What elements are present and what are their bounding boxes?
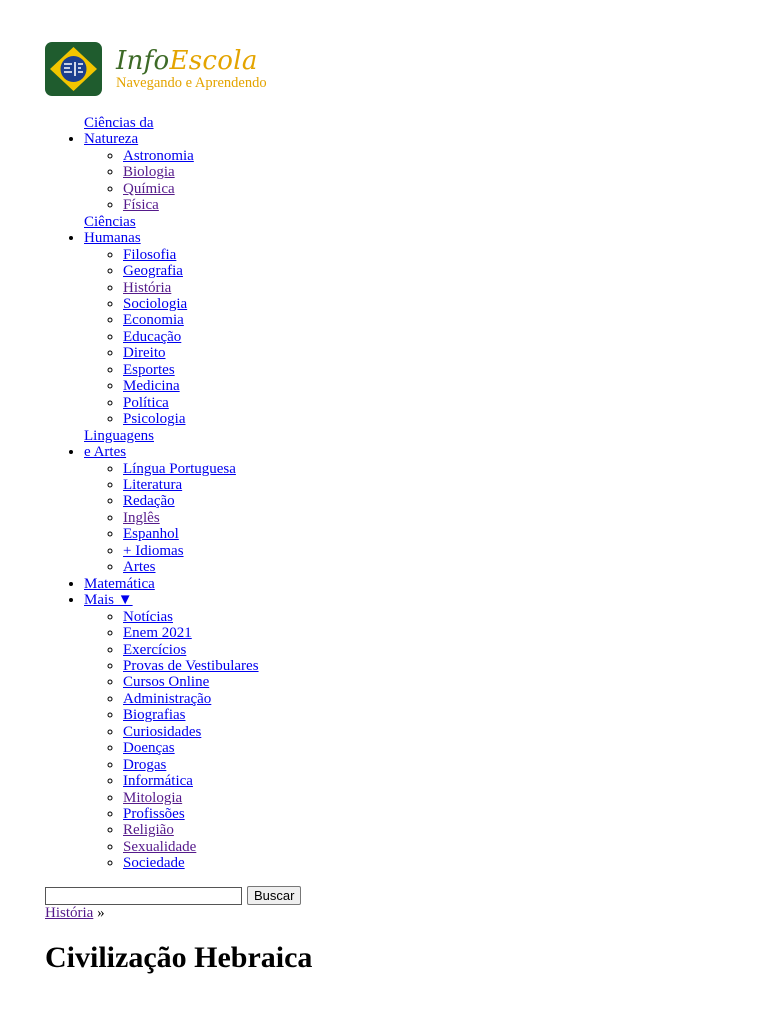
submenu-item (123, 526, 259, 542)
submenu-item (123, 263, 259, 279)
submenu-linguagens (84, 461, 259, 576)
submenu-item (123, 164, 259, 180)
submenu-link-biografias[interactable]: Biografias (123, 707, 186, 724)
search-input[interactable] (45, 887, 242, 905)
submenu-link-sociologia[interactable]: Sociologia (123, 295, 188, 312)
submenu-mais (84, 609, 259, 872)
submenu-link-profissoes[interactable]: Profissões (123, 806, 185, 823)
submenu-item (123, 855, 259, 871)
submenu-link-geografia[interactable]: Geografia (123, 263, 183, 280)
infoescola-logo-icon (45, 42, 102, 96)
submenu-item (123, 707, 259, 723)
submenu-link-filosofia[interactable]: Filosofia (123, 246, 177, 263)
submenu-link-economia[interactable]: Economia (123, 312, 184, 329)
submenu-item (123, 280, 259, 296)
submenu-link-sexualidade[interactable]: Sexualidade (123, 838, 197, 855)
submenu-link-literatura[interactable]: Literatura (123, 476, 183, 493)
menu-link-ciencias-humanas[interactable]: Ciências Humanas (84, 213, 141, 247)
submenu-item (123, 411, 259, 427)
submenu-link-educacao[interactable]: Educação (123, 328, 182, 345)
submenu-link-enem[interactable]: Enem 2021 (123, 625, 192, 642)
main-menu (44, 115, 259, 872)
submenu-item (123, 806, 259, 822)
submenu-link-noticias[interactable]: Notícias (123, 608, 173, 625)
submenu-link-biologia[interactable]: Biologia (123, 164, 175, 181)
menu-item-ciencias-natureza (84, 115, 259, 214)
submenu-item (123, 790, 259, 806)
submenu-item (123, 773, 259, 789)
submenu-link-administracao[interactable]: Administração (123, 690, 212, 707)
submenu-item (123, 559, 259, 575)
submenu-item (123, 822, 259, 838)
submenu-item (123, 757, 259, 773)
submenu-link-curiosidades[interactable]: Curiosidades (123, 723, 202, 740)
search-form (45, 886, 301, 905)
submenu-item (123, 642, 259, 658)
submenu-item (123, 493, 259, 509)
breadcrumb (45, 905, 105, 922)
submenu-link-psicologia[interactable]: Psicologia (123, 411, 186, 428)
submenu-item (123, 329, 259, 345)
submenu-item (123, 839, 259, 855)
submenu-item (123, 510, 259, 526)
submenu-link-quimica[interactable]: Química (123, 180, 175, 197)
site-logo[interactable] (45, 42, 267, 96)
submenu-item (123, 543, 259, 559)
logo-title: InfoEscola (116, 45, 258, 76)
menu-link-ciencias-natureza[interactable]: Ciências da Natureza (84, 115, 154, 148)
submenu-link-historia[interactable]: História (123, 279, 172, 296)
submenu-ciencias-humanas (84, 247, 259, 428)
menu-item-ciencias-humanas (84, 214, 259, 428)
submenu-link-drogas[interactable]: Drogas (123, 756, 167, 773)
submenu-link-espanhol[interactable]: Espanhol (123, 526, 179, 543)
page-title: Civilização Hebraica (45, 941, 313, 974)
submenu-item (123, 674, 259, 690)
menu-link-matematica[interactable]: Matemática (84, 575, 155, 592)
menu-item-matematica (84, 576, 259, 592)
logo-subtitle: Navegando e Aprendendo (116, 74, 267, 91)
submenu-item (123, 345, 259, 361)
submenu-item (123, 296, 259, 312)
submenu-ciencias-natureza (84, 148, 259, 214)
submenu-item (123, 461, 259, 477)
breadcrumb-link-historia[interactable]: História (45, 905, 94, 921)
breadcrumb-separator: » (97, 905, 105, 921)
submenu-link-direito[interactable]: Direito (123, 345, 166, 362)
submenu-link-astronomia[interactable]: Astronomia (123, 147, 194, 164)
submenu-link-religiao[interactable]: Religião (123, 822, 174, 839)
submenu-link-ingles[interactable]: Inglês (123, 509, 160, 526)
submenu-item (123, 181, 259, 197)
submenu-item (123, 477, 259, 493)
menu-item-mais (84, 592, 259, 872)
submenu-item (123, 197, 259, 213)
submenu-link-doencas[interactable]: Doenças (123, 740, 175, 757)
search-button[interactable]: Buscar (247, 886, 301, 905)
submenu-item (123, 362, 259, 378)
submenu-item (123, 609, 259, 625)
submenu-item (123, 378, 259, 394)
submenu-link-cursos[interactable]: Cursos Online (123, 674, 210, 691)
submenu-link-fisica[interactable]: Física (123, 197, 159, 214)
submenu-item (123, 395, 259, 411)
submenu-item (123, 740, 259, 756)
submenu-link-politica[interactable]: Política (123, 394, 169, 411)
submenu-item (123, 312, 259, 328)
submenu-link-idiomas[interactable]: + Idiomas (123, 542, 184, 559)
submenu-link-esportes[interactable]: Esportes (123, 361, 175, 378)
menu-item-linguagens (84, 428, 259, 576)
submenu-item (123, 691, 259, 707)
submenu-item (123, 724, 259, 740)
submenu-link-lingua-portuguesa[interactable]: Língua Portuguesa (123, 460, 236, 477)
menu-link-mais[interactable]: Mais ▼ (84, 592, 133, 609)
submenu-link-provas[interactable]: Provas de Vestibulares (123, 657, 259, 674)
submenu-item (123, 658, 259, 674)
menu-link-linguagens[interactable]: Linguagens e Artes (84, 427, 154, 461)
submenu-link-medicina[interactable]: Medicina (123, 378, 180, 395)
submenu-link-redacao[interactable]: Redação (123, 493, 175, 510)
submenu-link-artes[interactable]: Artes (123, 559, 156, 576)
submenu-link-sociedade[interactable]: Sociedade (123, 855, 185, 872)
submenu-item (123, 247, 259, 263)
submenu-link-informatica[interactable]: Informática (123, 773, 193, 790)
submenu-item (123, 148, 259, 164)
submenu-link-exercicios[interactable]: Exercícios (123, 641, 187, 658)
submenu-link-mitologia[interactable]: Mitologia (123, 789, 183, 806)
submenu-item (123, 625, 259, 641)
